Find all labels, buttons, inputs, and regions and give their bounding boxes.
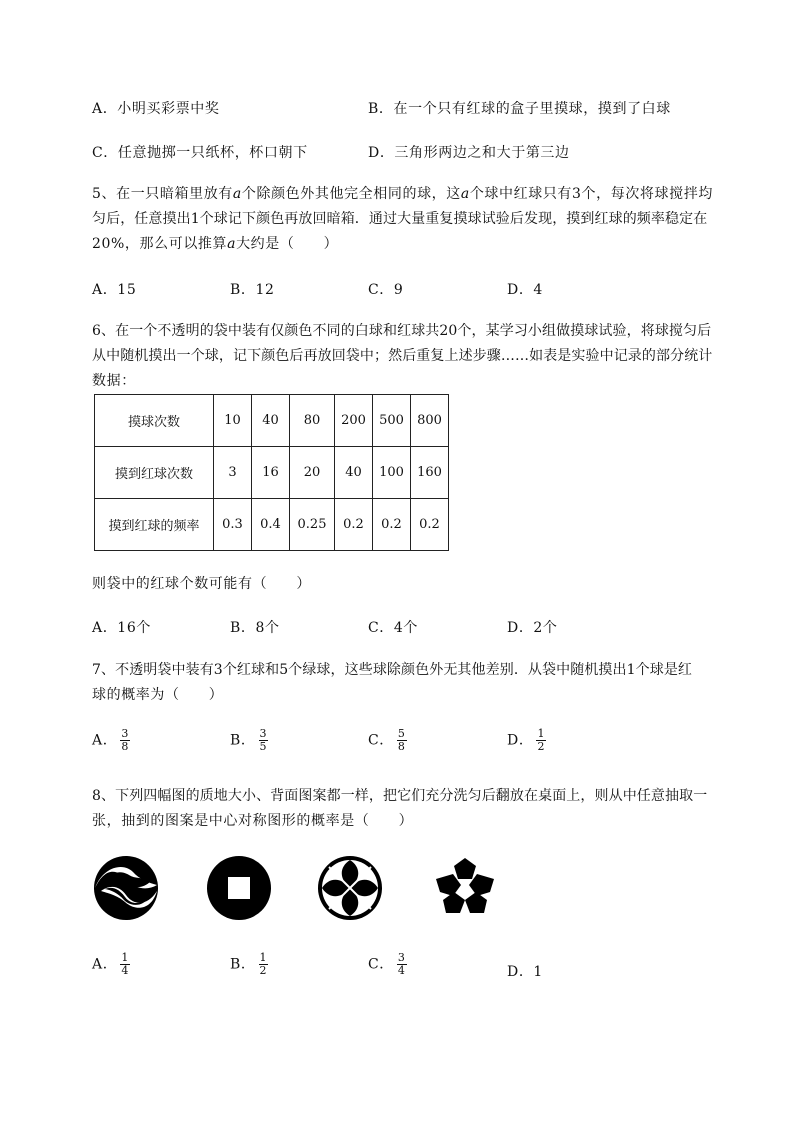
variable-a: a xyxy=(460,186,470,202)
q5-option-a: A．15 xyxy=(92,282,137,298)
fraction xyxy=(120,952,130,977)
table-cell: 800 xyxy=(411,395,449,447)
option-label: B． xyxy=(230,732,256,749)
q7-line-2: 球的概率为（ ） xyxy=(92,687,224,703)
q4-option-c: C．任意抛掷一只纸杯，杯口朝下 xyxy=(92,145,308,161)
q7-option-d xyxy=(507,728,546,753)
row-header: 摸到红球的频率 xyxy=(95,499,214,551)
table-cell: 0.2 xyxy=(373,499,411,551)
table-cell: 0.4 xyxy=(252,499,290,551)
q6-line-1: 6、在一个不透明的袋中装有仅颜色不同的白球和红球共20个，某学习小组做摸球试验，将球搅匀后 xyxy=(92,323,712,339)
denominator: 4 xyxy=(121,964,129,977)
numerator: 3 xyxy=(121,727,129,740)
option-label: B． xyxy=(230,956,256,973)
q5-text: 5、在一只暗箱里放有 xyxy=(92,186,233,202)
denominator: 2 xyxy=(259,964,268,977)
option-label: C． xyxy=(368,732,394,749)
q5-option-d: D．4 xyxy=(507,282,543,298)
q4-option-b: B．在一个只有红球的盒子里摸球，摸到了白球 xyxy=(368,101,671,117)
table-cell: 3 xyxy=(214,447,252,499)
q7-option-a xyxy=(92,728,130,753)
q5-line-2: 匀后，任意摸出1个球记下颜色再放回暗箱．通过大量重复摸球试验后发现，摸到红球的频率稳定在 xyxy=(92,211,708,227)
option-label: C． xyxy=(368,956,394,973)
variable-a: a xyxy=(227,236,237,252)
four-petal-figure xyxy=(317,855,383,921)
q8-option-d: D．1 xyxy=(507,964,543,980)
table-row xyxy=(95,447,449,499)
q7-line-1: 7、不透明袋中装有3个红球和5个绿球，这些球除颜色外无其他差别．从袋中随机摸出1个球是红 xyxy=(92,662,693,678)
fraction xyxy=(397,952,407,977)
q6-option-a: A．16个 xyxy=(92,620,151,636)
q7-option-b xyxy=(230,728,268,753)
table-row xyxy=(95,499,449,551)
fraction xyxy=(259,728,269,753)
denominator: 8 xyxy=(121,740,129,753)
variable-a: a xyxy=(232,186,242,202)
table-cell: 0.2 xyxy=(335,499,373,551)
q4-option-d: D．三角形两边之和大于第三边 xyxy=(368,145,570,161)
pentagon-flower-figure xyxy=(432,855,498,921)
option-label: A． xyxy=(92,956,118,973)
denominator: 2 xyxy=(537,740,546,753)
numerator: 1 xyxy=(259,951,268,964)
numerator: 1 xyxy=(121,951,129,964)
q5-text: 20%，那么可以推算 xyxy=(92,236,228,252)
numerator: 1 xyxy=(537,727,546,740)
table-row xyxy=(95,395,449,447)
q5-text: 个球中红球只有3个，每次将球搅拌均 xyxy=(469,186,713,202)
frequency-table xyxy=(94,394,449,551)
q8-option-a xyxy=(92,952,130,977)
q4-option-a: A．小明买彩票中奖 xyxy=(92,101,220,117)
table-cell: 200 xyxy=(335,395,373,447)
option-label: A． xyxy=(92,732,118,749)
q6-option-c: C．4个 xyxy=(368,620,419,636)
wave-circle-figure xyxy=(93,855,159,921)
denominator: 8 xyxy=(397,740,406,753)
q6-question: 则袋中的红球个数可能有（ ） xyxy=(92,576,311,592)
coin-figure xyxy=(206,855,272,921)
table-cell: 20 xyxy=(290,447,335,499)
q5-option-b: B．12 xyxy=(230,282,275,298)
row-header: 摸到红球次数 xyxy=(95,447,214,499)
fraction xyxy=(120,728,130,753)
q6-option-d: D．2个 xyxy=(507,620,558,636)
q5-line-1 xyxy=(92,183,713,203)
table-cell: 100 xyxy=(373,447,411,499)
table-cell: 40 xyxy=(252,395,290,447)
fraction xyxy=(536,728,546,753)
q7-option-c xyxy=(368,728,407,753)
fraction xyxy=(397,728,407,753)
q5-text: 大约是（ ） xyxy=(236,236,339,252)
q5-text: 个除颜色外其他完全相同的球，这 xyxy=(241,186,461,202)
q5-option-c: C．9 xyxy=(368,282,404,298)
table-cell: 160 xyxy=(411,447,449,499)
numerator: 3 xyxy=(397,951,406,964)
q5-line-3 xyxy=(92,233,338,253)
table-cell: 0.3 xyxy=(214,499,252,551)
q8-line-1: 8、下列四幅图的质地大小、背面图案都一样，把它们充分洗匀后翻放在桌面上，则从中任意抽取一 xyxy=(92,788,708,804)
q8-line-2: 张，抽到的图案是中心对称图形的概率是（ ） xyxy=(92,813,414,829)
table-cell: 0.2 xyxy=(411,499,449,551)
q6-line-3: 数据： xyxy=(92,373,136,389)
q8-option-b xyxy=(230,952,268,977)
table-cell: 10 xyxy=(214,395,252,447)
q6-option-b: B．8个 xyxy=(230,620,280,636)
option-label: D． xyxy=(507,732,534,749)
numerator: 5 xyxy=(397,727,406,740)
table-cell: 0.25 xyxy=(290,499,335,551)
numerator: 3 xyxy=(259,727,268,740)
row-header: 摸球次数 xyxy=(95,395,214,447)
fraction xyxy=(259,952,269,977)
denominator: 4 xyxy=(397,964,406,977)
q6-line-2: 从中随机摸出一个球，记下颜色后再放回袋中；然后重复上述步骤……如表是实验中记录的部分统计 xyxy=(92,348,713,364)
table-cell: 80 xyxy=(290,395,335,447)
denominator: 5 xyxy=(259,740,268,753)
table-cell: 40 xyxy=(335,447,373,499)
q8-option-c xyxy=(368,952,407,977)
table-cell: 500 xyxy=(373,395,411,447)
table-cell: 16 xyxy=(252,447,290,499)
